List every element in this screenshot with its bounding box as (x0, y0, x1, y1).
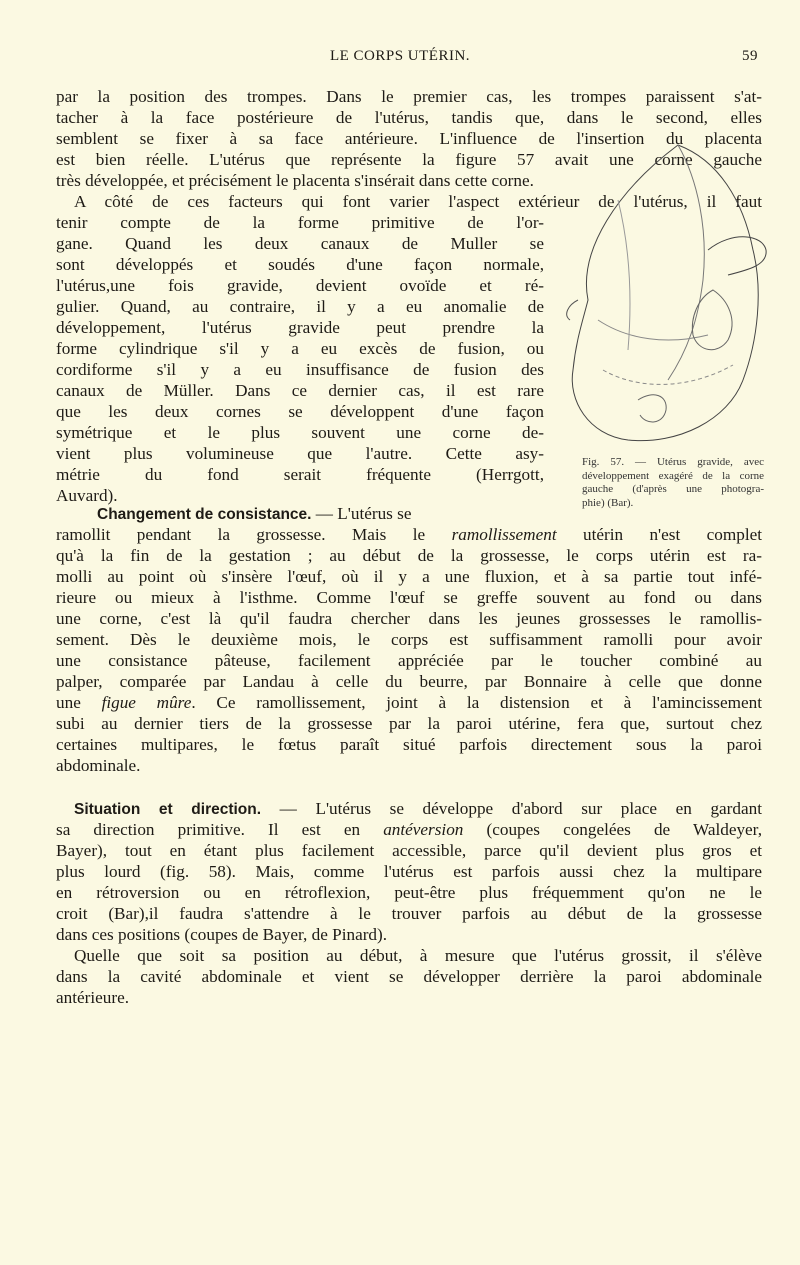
text-span: — L'utérus se (311, 504, 412, 523)
text-line: plus lourd (fig. 58). Mais, comme l'utérus est parfois aussi chez la multipare (56, 862, 762, 881)
text-line: sement. Dès le deuxième mois, le corps est suffisamment ramolli pour avoir (56, 630, 762, 649)
text-line: cordiforme s'il y a eu insuffisance de fusion des (56, 360, 544, 379)
text-line: certaines multipares, le fœtus paraît situé parfois directement sous la paroi (56, 735, 762, 754)
text-line: sont développés et soudés d'une façon normale, (56, 255, 544, 274)
text-line (56, 819, 762, 840)
text-line: très développée, et précisément le placenta s'insérait dans cette corne. (56, 171, 534, 190)
text-line: rieure ou mieux à l'isthme. Comme l'œuf se greffe souvent au fond ou dans (56, 588, 762, 607)
text-line (56, 524, 762, 545)
text-line: antérieure. (56, 988, 129, 1007)
text-line (56, 692, 762, 713)
section-heading: Changement de consistance. (97, 506, 312, 523)
text-line: dans la cavité abdominale et vient se développer derrière la paroi abdominale (56, 967, 762, 986)
paragraph-4 (56, 798, 762, 1008)
italic-term: antéversion (383, 820, 464, 839)
text-line: A côté de ces facteurs qui font varier l'aspect extérieur de l'utérus, il faut (74, 192, 762, 211)
text-line: gane. Quand les deux canaux de Muller se (56, 234, 544, 253)
text-line: en rétroversion ou en rétroflexion, peut-être plus fréquemment qu'on ne le (56, 883, 762, 902)
text-line (56, 503, 762, 524)
text-line: Quelle que soit sa position au début, à mesure que l'utérus grossit, il s'élève (74, 946, 762, 965)
text-line: gulier. Quand, au contraire, il y a eu anomalie de (56, 297, 544, 316)
caption-line: Fig. 57. — Utérus gravide, avec (582, 456, 764, 468)
text-line: qu'à la fin de la gestation ; au début de la grossesse, le corps utérin est ra- (56, 546, 762, 565)
running-title: LE CORPS UTÉRIN. (329, 48, 471, 64)
text-line: dans ces positions (coupes de Bayer, de Pinard). (56, 925, 388, 944)
figure-57-uterus-illustration (558, 140, 768, 450)
italic-term: ramollissement (451, 525, 557, 544)
text-line: une consistance pâteuse, facilement appréciée par le toucher combiné au (56, 651, 762, 670)
text-line: symétrique et le plus souvent une corne de- (56, 423, 544, 442)
page-number: 59 (742, 48, 758, 64)
italic-term: figue mûre (101, 693, 192, 712)
text-line (56, 798, 762, 819)
paragraph-3 (56, 503, 762, 776)
text-line: Bayer), tout en étant plus facilement accessible, parce qu'il devient plus gros et (56, 841, 762, 860)
caption-line: phie) (Bar). (582, 496, 634, 509)
text-line: est bien réelle. L'utérus que représente la figure 57 avait une corne gauche (56, 150, 762, 169)
text-span: sa direction primitive. Il est en (56, 820, 384, 839)
text-line: forme cylindrique s'il y a eu excès de fusion, ou (56, 339, 544, 358)
text-line: développement, l'utérus gravide peut prendre la (56, 318, 544, 337)
text-line: vient plus volumineuse que l'autre. Cette asy- (56, 444, 544, 463)
text-line: palper, comparée par Landau à celle du beurre, par Bonnaire à celle que donne (56, 672, 762, 691)
text-line: canaux de Müller. Dans ce dernier cas, il est rare (56, 381, 544, 400)
caption-line: gauche (d'après une photogra- (582, 483, 764, 496)
caption-line: développement exagéré de la corne (582, 469, 764, 482)
text-span: — L'utérus se développe d'abord sur place en gardant (261, 799, 762, 818)
text-line: subi au dernier tiers de la grossesse par la paroi utérine, fera que, surtout chez (56, 714, 762, 733)
text-line: métrie du fond serait fréquente (Herrgott, (56, 465, 544, 484)
text-line: tenir compte de la forme primitive de l'or- (56, 213, 544, 232)
text-line: croit (Bar),il faudra s'attendre à le trouver parfois au début de la grossesse (56, 904, 762, 923)
text-line: que les deux cornes se développent d'une façon (56, 402, 544, 421)
text-line: semblent se fixer à sa face antérieure. L'influence de l'insertion du placenta (56, 129, 762, 148)
text-line: par la position des trompes. Dans le premier cas, les trompes paraissent s'at- (56, 87, 762, 106)
text-line: molli au point où s'insère l'œuf, où il y a une fluxion, et à sa partie tout infé- (56, 567, 762, 586)
text-span: . Ce ramollissement, joint à la distension et à l'amincissement (191, 693, 762, 712)
text-span: une (56, 693, 102, 712)
text-line: tacher à la face postérieure de l'utérus, tandis que, dans le second, elles (56, 108, 762, 127)
text-line: l'utérus,une fois gravide, devient ovoïde et ré- (56, 276, 544, 295)
paragraph-2 (56, 212, 544, 506)
text-span: ramollit pendant la grossesse. Mais le (56, 525, 452, 544)
text-line: abdominale. (56, 756, 141, 775)
text-line: une corne, c'est là qu'il faudra chercher dans les jeunes grossesses le ramollis- (56, 609, 762, 628)
section-heading: Situation et direction. (74, 801, 262, 818)
text-span: utérin n'est complet (556, 525, 762, 544)
text-span: (coupes congelées de Waldeyer, (463, 820, 762, 839)
text-line: Auvard). (56, 486, 118, 505)
